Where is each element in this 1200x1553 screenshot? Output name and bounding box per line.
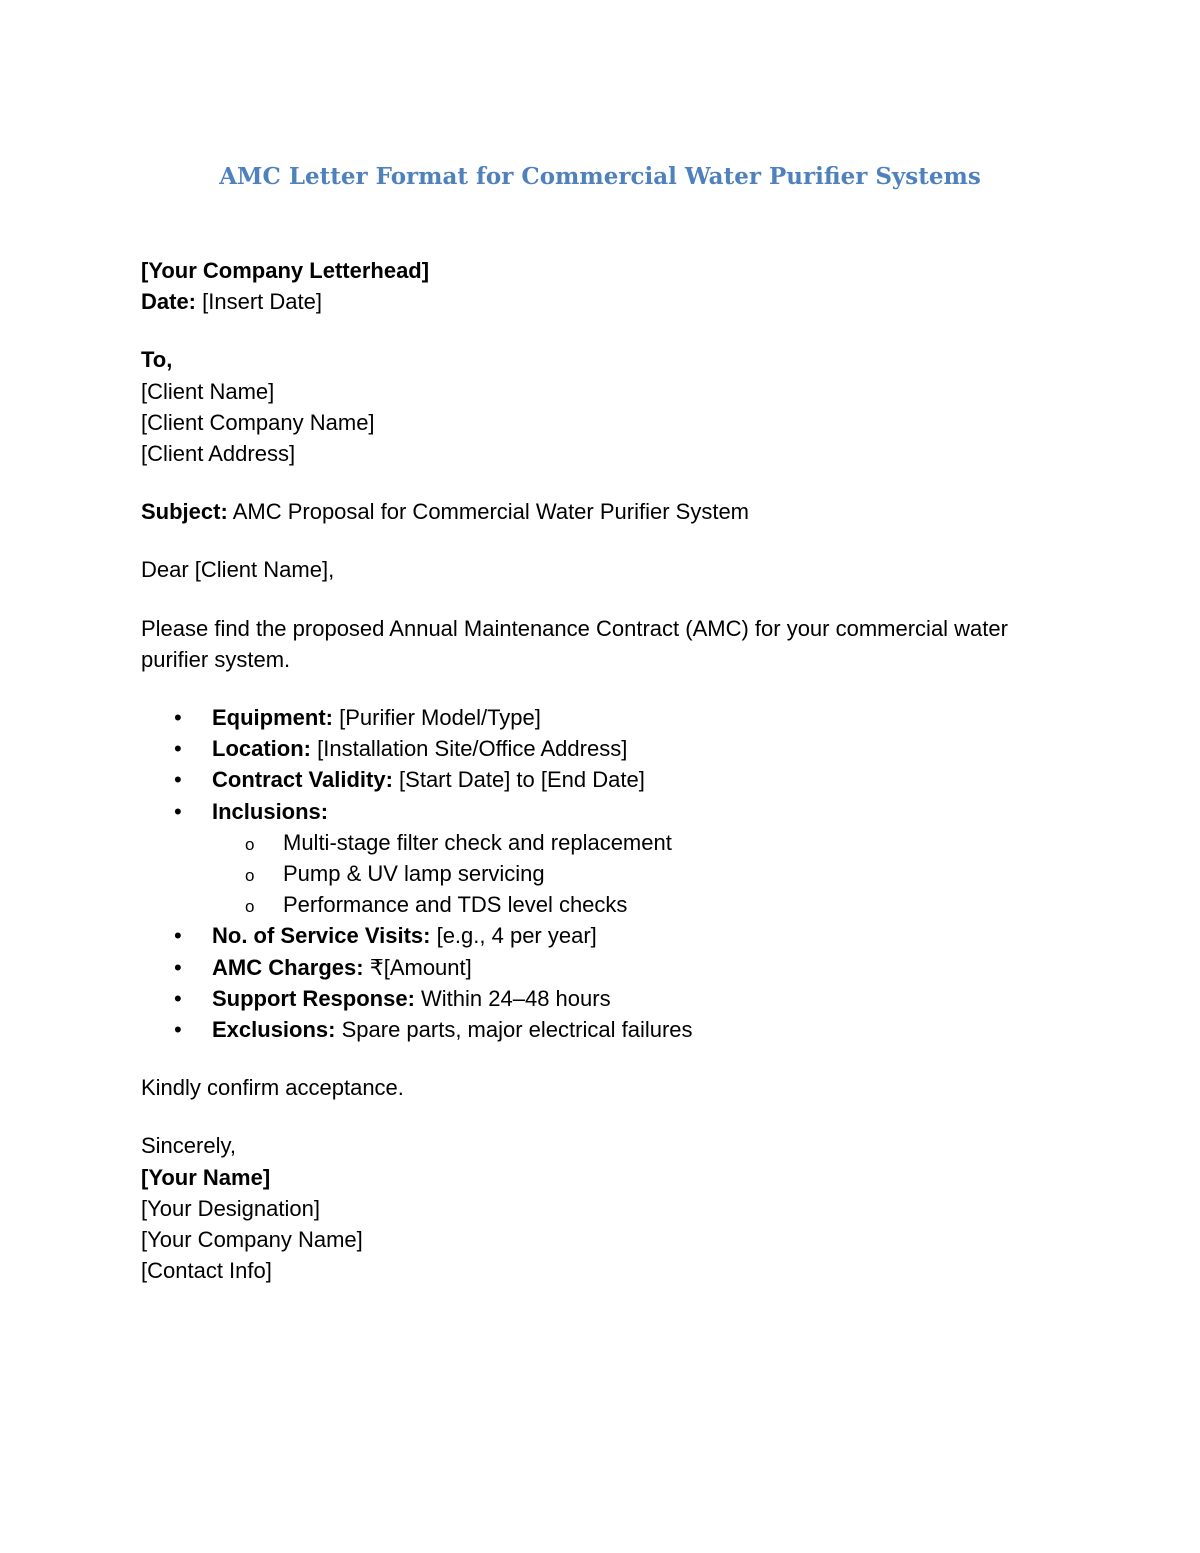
exclusions-value: Spare parts, major electrical failures: [341, 1017, 693, 1043]
sign-off: Sincerely,: [141, 1133, 236, 1159]
signer-contact: [Contact Info]: [141, 1258, 272, 1284]
inclusions-label: Inclusions:: [212, 798, 329, 824]
inclusion-item: o Pump & UV lamp servicing: [212, 858, 1041, 889]
closing-request: Kindly confirm acceptance.: [141, 1075, 404, 1101]
validity-label: Contract Validity:: [212, 767, 393, 793]
list-item-equipment: [141, 702, 1041, 733]
subject-line: [141, 496, 1041, 527]
equipment-label: Equipment:: [212, 705, 333, 731]
intro-paragraph: Please find the proposed Annual Maintenance Contract (AMC) for your commercial water purifier system.: [141, 615, 1008, 672]
list-item-exclusions: [141, 1014, 1041, 1045]
inclusions-sublist: [212, 827, 1041, 921]
location-label: Location:: [212, 736, 311, 762]
list-item-location: [141, 733, 1041, 764]
client-address: [Client Address]: [141, 441, 296, 467]
exclusions-label: Exclusions:: [212, 1017, 336, 1043]
visits-value: [e.g., 4 per year]: [436, 923, 597, 949]
visits-label: No. of Service Visits:: [212, 923, 431, 949]
letterhead: [Your Company Letterhead]: [141, 258, 430, 283]
response-value: Within 24–48 hours: [421, 985, 611, 1011]
inclusion-item: o Performance and TDS level checks: [212, 889, 1041, 920]
list-item-inclusions: [141, 796, 1041, 921]
date-line: [141, 286, 1041, 317]
signer-designation: [Your Designation]: [141, 1195, 320, 1221]
location-value: [Installation Site/Office Address]: [317, 736, 628, 762]
list-item-charges: [141, 952, 1041, 983]
client-name: [Client Name]: [141, 378, 275, 404]
client-company: [Client Company Name]: [141, 409, 375, 435]
signer-company: [Your Company Name]: [141, 1227, 363, 1253]
contract-details-list: [141, 702, 1041, 1045]
list-item-validity: [141, 764, 1041, 795]
list-item-response: [141, 983, 1041, 1014]
document-title: AMC Letter Format for Commercial Water Purifier Systems: [219, 163, 981, 190]
charges-value: ₹[Amount]: [369, 954, 472, 980]
letter-body: [141, 255, 1041, 1286]
subject-label: Subject:: [141, 499, 228, 525]
inclusion-item: o Multi-stage filter check and replacement: [212, 827, 1041, 858]
validity-value: [Start Date] to [End Date]: [399, 767, 645, 793]
charges-label: AMC Charges:: [212, 954, 364, 980]
to-label: To,: [141, 347, 173, 373]
list-item-visits: [141, 920, 1041, 951]
equipment-value: [Purifier Model/Type]: [339, 705, 541, 731]
signer-name: [Your Name]: [141, 1164, 271, 1190]
subject-value: AMC Proposal for Commercial Water Purifier System: [232, 499, 750, 525]
greeting: Dear [Client Name],: [141, 557, 335, 583]
response-label: Support Response:: [212, 985, 415, 1011]
date-value: [Insert Date]: [202, 289, 322, 315]
date-label: Date:: [141, 289, 197, 315]
